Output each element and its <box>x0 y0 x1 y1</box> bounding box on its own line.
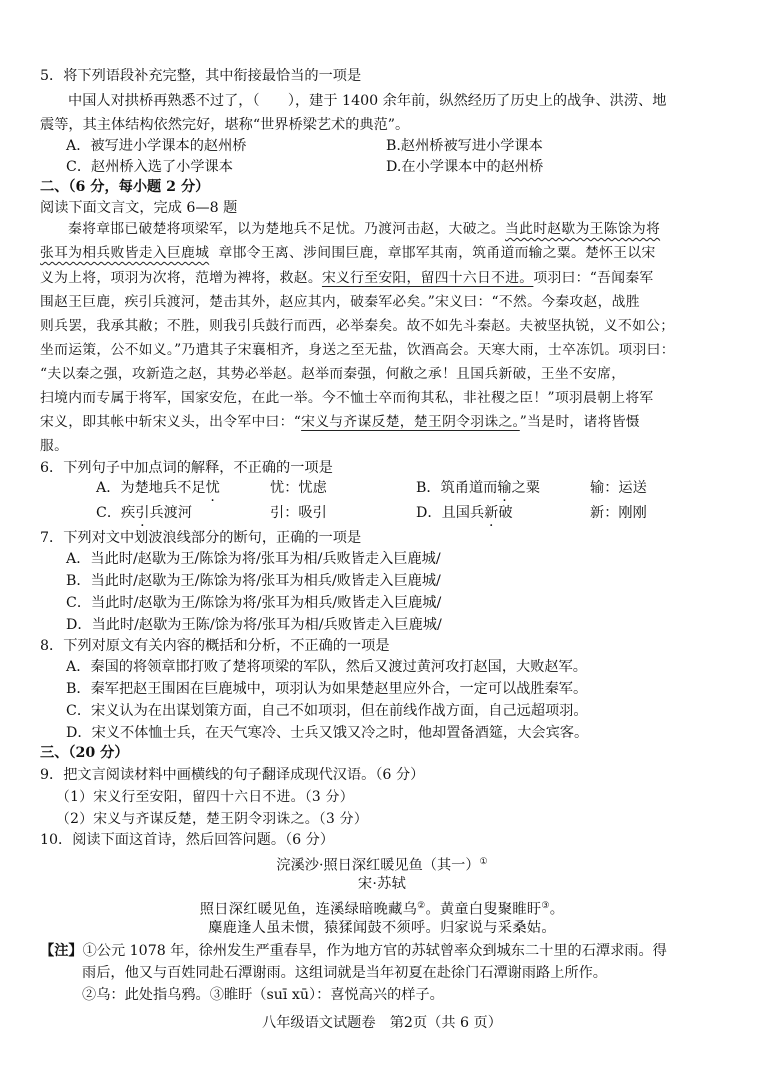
q8-option-d: D．宋义不体恤士兵，在天气寒冷、士兵又饿又冷之时，他却置备酒筵，大会宾客。 <box>66 725 589 741</box>
option-text: B．筑甬道而 <box>416 480 498 496</box>
poem-author: 宋·苏轼 <box>357 876 407 892</box>
poem-text: 。黄童白叟聚睢盱 <box>425 901 542 918</box>
passage-line-1 <box>68 219 660 239</box>
q5-passage-line2: 震等，其主体结构依然完好，堪称“世界桥梁艺术的典范”。 <box>40 117 410 133</box>
section-2-intro: 阅读下面文言文，完成 6—8 题 <box>40 200 238 216</box>
underlined-sentence: 宋义行至安阳，留四十六日不进。 <box>321 270 534 286</box>
section-3-heading: 三、（20 分） <box>40 745 129 761</box>
notes-label: 【注】 <box>40 943 83 959</box>
passage-line-10: 服。 <box>40 438 69 454</box>
q5-stem: 5．将下列语段补充完整，其中衔接最恰当的一项是 <box>40 68 362 84</box>
passage-line-2 <box>40 243 656 263</box>
notes-line-2: 雨后，他又与百姓同赴石潭谢雨。这组词就是当年初夏在赴徐门石潭谢雨路上所作。 <box>82 965 607 981</box>
section-2-heading: 二、（6 分，每小题 2 分） <box>40 179 210 195</box>
option-text: A．为楚地兵不足 <box>96 480 206 496</box>
poem-title <box>0 852 764 876</box>
q5-option-d: D.在小学课本中的赵州桥 <box>386 159 544 175</box>
q7-option-b: B．当此时/赵歇为王/陈馀为将/张耳为相兵/败皆走入巨鹿城/ <box>66 573 441 589</box>
passage-line-7: “夫以秦之强，攻新造之赵，其势必举赵。赵举而秦强，何敝之承！且国兵新破，王坐不安席， <box>40 366 626 382</box>
q5-option-b: B.赵州桥被写进小学课本 <box>386 138 543 154</box>
dotted-word: 新 <box>484 505 499 521</box>
footnote-marker: ① <box>479 857 488 867</box>
poem-text: 照日深红暖见鱼，连溪绿暗晚藏乌 <box>199 901 418 918</box>
q5-option-a: A．被写进小学课本的赵州桥 <box>66 138 247 154</box>
q8-option-c: C．宋义认为在出谋划策方面，自己不如项羽，但在前线作战方面，自己远超项羽。 <box>66 703 588 719</box>
q6-stem: 6．下列句子中加点词的解释，不正确的一项是 <box>40 460 333 476</box>
note-text: ①公元 1078 年，徐州发生严重春旱，作为地方官的苏轼曾率众到城东二十里的石潭求雨。得 <box>82 943 667 959</box>
passage-line-3 <box>40 268 654 288</box>
dotted-word: 输 <box>497 480 512 496</box>
passage-line-6: 坐而运策，公不如义。”乃遣其子宋襄相齐，身送之至无盐，饮酒高会。天寒大雨，士卒冻饥。项羽曰： <box>40 342 675 358</box>
q6-option-d <box>416 503 513 523</box>
option-text: 兵渡河 <box>149 505 193 521</box>
passage-line-4: 围赵王巨鹿，疾引兵渡河，楚击其外，赵应其内，破秦军必矣。”宋义曰：“不然。今秦攻赵，战胜 <box>40 294 640 310</box>
notes-line-3: ②乌：此处指乌鸦。③睢盱（suī xū）：喜悦高兴的样子。 <box>82 987 444 1003</box>
q6-option-b <box>416 478 540 498</box>
q7-option-c: C．当此时/赵歇为王/陈馀为将/张耳为相兵/败皆走入巨鹿城/ <box>66 595 442 611</box>
notes-line-1 <box>40 941 667 961</box>
q8-stem: 8．下列对原文有关内容的概括和分析，不正确的一项是 <box>40 638 390 654</box>
q7-option-a: A．当此时/赵歇为王/陈馀为将/张耳为相/兵败皆走入巨鹿城/ <box>66 551 441 567</box>
q9-stem: 9．把文言阅读材料中画横线的句子翻译成现代汉语。（6 分） <box>40 767 425 783</box>
wavy-underlined-text: 当此时赵歇为王陈馀为将 <box>505 221 661 237</box>
q6-gloss-d: 新：刚刚 <box>590 505 647 521</box>
underlined-sentence: 宋义与齐谋反楚，楚王阴令羽诛之。 <box>301 414 520 430</box>
q9-item-2: （2）宋义与齐谋反楚，楚王阴令羽诛之。（3 分） <box>56 811 368 827</box>
option-text: C．疾 <box>96 505 136 521</box>
poem-title-text: 浣溪沙·照日深红暖见鱼（其一） <box>276 857 480 874</box>
option-text: 破 <box>498 505 513 521</box>
passage-text: 义为上将，项羽为次将，范增为裨将，救赵。 <box>40 270 322 286</box>
q6-gloss-c: 引：吸引 <box>270 505 327 521</box>
footnote-marker: ② <box>417 901 426 911</box>
q9-item-1: （1）宋义行至安阳，留四十六日不进。（3 分） <box>56 789 354 805</box>
option-text: 之粟 <box>511 480 540 496</box>
q6-gloss-a: 忧：忧虑 <box>270 480 327 496</box>
q5-option-c: C．赵州桥入选了小学课本 <box>66 159 233 175</box>
dotted-word: 忧 <box>205 480 220 496</box>
passage-text: 章邯令王离、涉间围巨鹿，章邯军其南，筑甬道而输之粟。楚怀王以宋 <box>218 245 656 261</box>
q7-stem: 7．下列对文中划波浪线部分的断句，正确的一项是 <box>40 530 362 546</box>
q10-stem: 10．阅读下面这首诗，然后回答问题。（6 分） <box>40 832 335 848</box>
passage-text: ”当是时，诸将皆慑 <box>519 414 640 430</box>
passage-text: 秦将章邯已破楚将项梁军，以为楚地兵不足忧。乃渡河击赵，大破之。 <box>68 221 506 237</box>
footnote-marker: ③ <box>541 901 550 911</box>
page-footer: 八年级语文试题卷 第2页（共 6 页） <box>262 1015 502 1031</box>
passage-line-5: 则兵罢，我承其敝；不胜，则我引兵鼓行而西，必举秦矣。故不如先斗秦赵。夫被坚执锐，义不如公； <box>40 318 675 334</box>
q6-option-c <box>96 503 192 523</box>
q5-passage-line1: 中国人对拱桥再熟悉不过了，（ ），建于 1400 余年前，纵然经历了历史上的战争、洪涝、地 <box>68 93 667 109</box>
poem-line-2: 麋鹿逢人虽未惯，猿猱闻鼓不须呼。归家说与采桑姑。 <box>208 920 556 936</box>
q6-gloss-b: 输：运送 <box>590 480 647 496</box>
dotted-word: 引 <box>135 505 150 521</box>
option-text: D．且国兵 <box>416 505 485 521</box>
q6-option-a <box>96 478 220 498</box>
passage-text: 宋义，即其帐中斩宋义头，出令军中曰：“ <box>40 414 302 430</box>
passage-line-9 <box>40 412 640 432</box>
q8-option-a: A．秦国的将领章邯打败了楚将项梁的军队，然后又渡过黄河攻打赵国，大败赵军。 <box>66 659 587 675</box>
passage-line-8: 扫境内而专属于将军，国家安危，在此一举。今不恤士卒而徇其私，非社稷之臣！”项羽晨朝上将军 <box>40 390 654 406</box>
wavy-underlined-text: 张耳为相兵败皆走入巨鹿城 <box>40 245 210 261</box>
poem-line-1 <box>0 896 764 920</box>
passage-text: 项羽曰：“吾闻秦军 <box>533 270 654 286</box>
poem-text: 。 <box>549 901 565 918</box>
q8-option-b: B．秦军把赵王围困在巨鹿城中，项羽认为如果楚赵里应外合，一定可以战胜秦军。 <box>66 681 588 697</box>
q7-option-d: D．当此时/赵歇为王陈/馀为将/张耳为相/兵败皆走入巨鹿城/ <box>66 617 442 633</box>
